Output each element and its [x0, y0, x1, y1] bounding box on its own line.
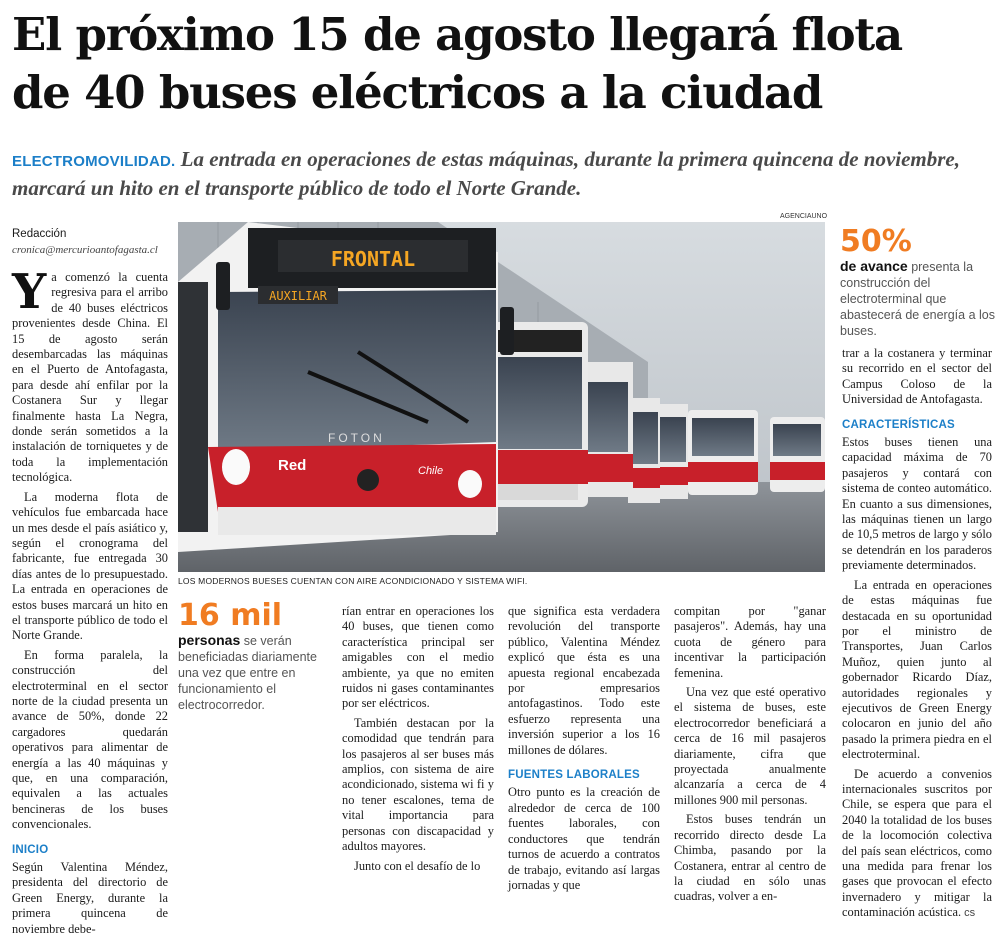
- paragraph: En forma paralela, la construcción del electroterminal en el sector norte de la ciudad presenta un avance de 50%, donde 22 cargadores quedarán operativos para alimentar de energía a las 40 máquinas y que, en una comparación, equivalen a las actuales bencineras de los buses convencionales.: [12, 647, 168, 832]
- destination-sign: FRONTAL: [330, 247, 416, 271]
- deck-text: La entrada en operaciones de estas máquinas, durante la primera quincena de noviembre, marcará un hito en el transporte público de todo el Norte Grande.: [12, 147, 961, 200]
- byline-author: Redacción: [12, 228, 67, 240]
- paragraph: La moderna flota de vehículos fue embarcada hace un mes desde el país asiático y, según el cronograma del fabricante, fue entregada 30 días antes de lo presupuestado. La entrada en operaciones de estos buses marcará un hito en el transporte público de todo el Norte Grande.: [12, 489, 168, 643]
- paragraph: que significa esta verdadera revolución del transporte público, Valentina Méndez explicó que ésta es una apuesta regional encabezada por empresarios antofagastinos. Todo este esfuerzo representa una inversión superior a los 16 millones de dólares.: [508, 604, 660, 757]
- article-column-5: [674, 604, 826, 909]
- paragraph: La entrada en operaciones de estas máquinas fue destacada en su oportunidad por el ministro de Transportes, Juan Carlos Muñoz, quien junto al gobernador Ricardo Díaz, autoridades regionales y ejecutivos de Green Energy colocaron en junio del año pasado la primera piedra en el electroterminal.: [842, 577, 992, 762]
- paragraph: Otro punto es la creación de alrededor de cerca de 100 fuentes laborales, con conductores que tendrán turnos de acuerdo a contratos de trabajo, evitando así largas jornadas y que: [508, 785, 660, 892]
- dropcap: Y: [12, 264, 47, 320]
- stat-text: presenta la construcción del electroterminal que abastecerá de energía a los buses.: [840, 260, 995, 338]
- stat-description: [840, 258, 996, 339]
- brand-label: FOTON: [328, 431, 385, 445]
- deck-kicker: ELECTROMOVILIDAD.: [12, 153, 176, 170]
- paragraph: [12, 264, 168, 486]
- paragraph: rían entrar en operaciones los 40 buses, que tienen como característica principal ser amigables con el medio ambiente, ya que no emiten ruidos ni gases contaminantes por ser eléctricos.: [342, 604, 494, 711]
- paragraph: Estos buses tendrán un recorrido directo desde La Chimba, pasando por la Costanera, entrar al centro de la ciudad en sólo unas cuadras, volver a en-: [674, 812, 826, 904]
- paragraph: trar a la costanera y terminar su recorrido en el sector del Campus Coloso de la Universidad de Antofagasta.: [842, 346, 992, 407]
- paragraph-text: De acuerdo a convenios internacionales suscritos por Chile, se espera que para el 2040 la totalidad de los buses de la locomoción colectiva del país sean eléctricos, como una medida para frenar los gases que provocan el efecto invernadero y mitigar la contaminación acústica.: [842, 766, 992, 920]
- subhead-fuentes-laborales: FUENTES LABORALES: [508, 769, 640, 782]
- subhead-inicio: INICIO: [12, 843, 49, 856]
- article-column-3: [342, 604, 494, 878]
- stat-bold: de avance: [840, 258, 908, 274]
- byline: [12, 226, 172, 258]
- byline-email: cronica@mercurioantofagasta.cl: [12, 244, 158, 256]
- deck: [12, 146, 992, 201]
- bus-photo-illustration: [178, 222, 825, 572]
- article-column-6: [842, 346, 992, 926]
- headline-line-2: de 40 buses eléctricos a la ciudad: [12, 66, 823, 119]
- paragraph: Según Valentina Méndez, presidenta del directorio de Green Energy, durante la primera quincena de noviembre debe-: [12, 860, 168, 936]
- end-mark: cs: [964, 907, 976, 920]
- stat-text: se verán beneficiadas diariamente una vez que entre en funcionamiento el electrocorredor.: [178, 634, 317, 712]
- stat-50-percent: [840, 226, 996, 339]
- stat-value: 50%: [840, 224, 912, 259]
- article-column-1: [12, 264, 168, 941]
- stat-16-mil: [178, 600, 326, 713]
- subhead-caracteristicas: CARACTERÍSTICAS: [842, 418, 955, 431]
- photo-credit: AGENCIAUNO: [780, 213, 828, 220]
- stat-description: [178, 632, 326, 713]
- stat-value: 16 mil: [178, 598, 283, 633]
- paragraph: Estos buses tienen una capacidad máxima de 70 pasajeros y contará con sistema de conteo automático. En cuanto a sus dimensiones, las máquinas tienen un largo de 10,5 metros de largo y sólo se detendrán en los paraderos previamente determinados.: [842, 435, 992, 573]
- headline-line-1: El próximo 15 de agosto llegará flota: [12, 8, 902, 61]
- operator-label: Red: [278, 457, 307, 474]
- main-bus: [178, 222, 514, 552]
- paragraph: compitan por "ganar pasajeros". Además, hay una cuota de género para incentivar la participación femenina.: [674, 604, 826, 680]
- stat-bold: personas: [178, 632, 241, 648]
- headline: [12, 6, 988, 122]
- paragraph: [842, 767, 992, 922]
- bus-photo: [178, 222, 825, 572]
- auxiliary-sign: AUXILIAR: [269, 289, 327, 303]
- paragraph: También destacan por la comodidad que tendrán para los pasajeros al ser buses más amplios, con sistema de aire acondicionado, sistema wi fi y no tener escalones, tema de vital importancia para personas con discapacidad y adultos mayores.: [342, 715, 494, 854]
- paragraph-text: a comenzó la cuenta regresiva para el arribo de 40 buses eléctricos provenientes desde China. El 15 de agosto serán desembarcadas las máquinas en el Puerto de Antofagasta, para desde ahí enfilar por la Costanera Sur y llegar finalmente hasta La Negra, donde serán sometidos a la instalación de torniquetes y de toda la implementación tecnológica.: [12, 270, 168, 485]
- paragraph: Una vez que esté operativo el sistema de buses, este electrocorredor beneficiará a cerca de 16 mil pasajeros diariamente, cifra que proyectada anualmente alcanzaría a cerca de 4 millones 900 mil personas.: [674, 685, 826, 807]
- paragraph: Junto con el desafío de lo: [354, 858, 481, 873]
- chile-label: Chile: [418, 465, 444, 477]
- photo-caption: LOS MODERNOS BUESES CUENTAN CON AIRE ACONDICIONADO Y SISTEMA WIFI.: [178, 576, 528, 586]
- article-column-4: [508, 604, 660, 897]
